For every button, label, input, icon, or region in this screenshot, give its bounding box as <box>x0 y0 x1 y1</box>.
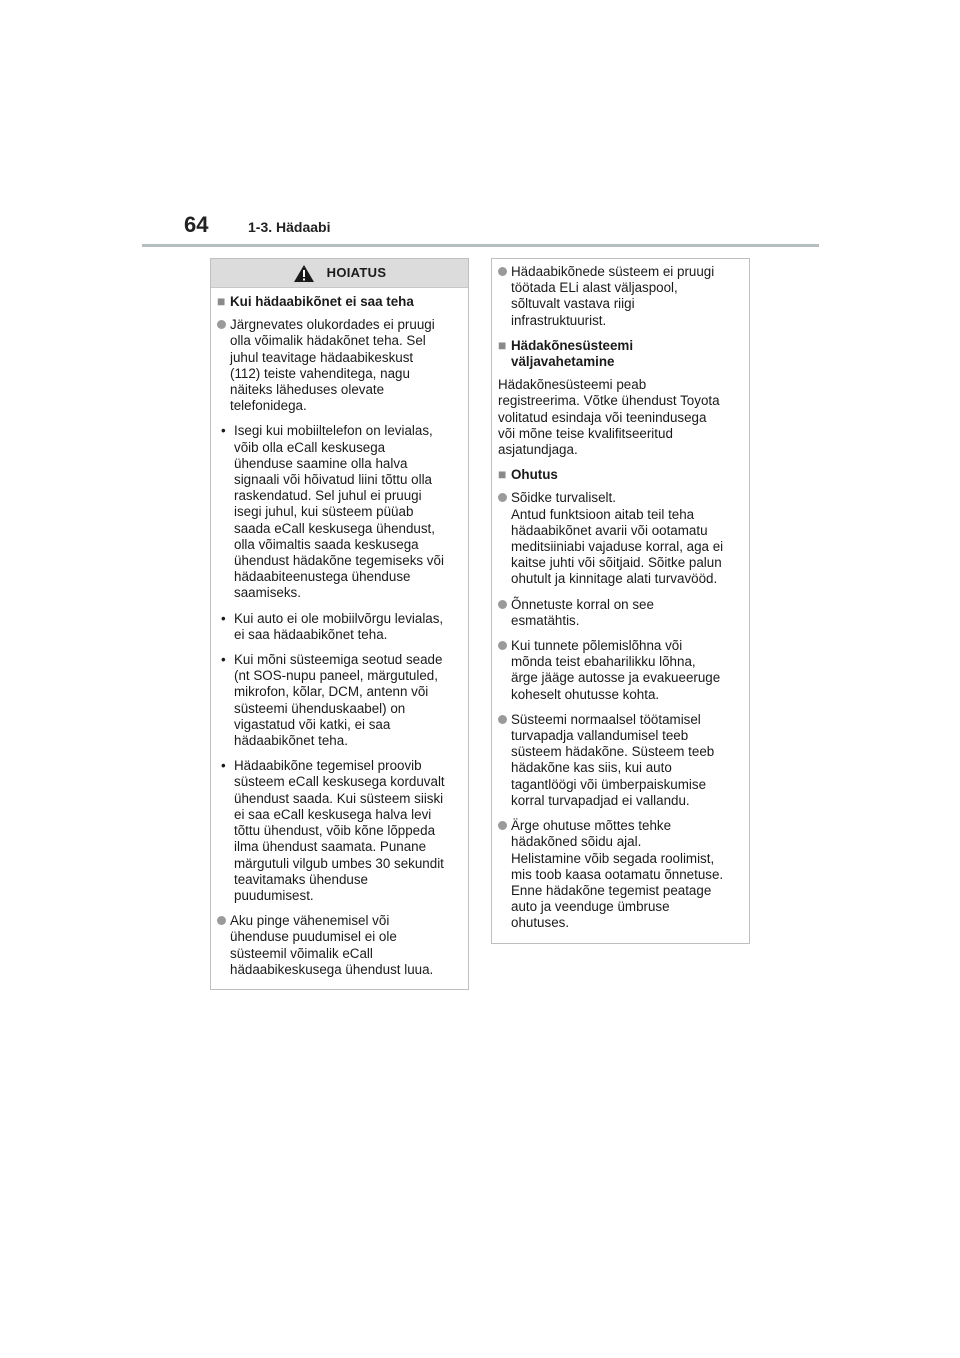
square-bullet-icon: ■ <box>498 336 507 353</box>
bullet-item <box>498 597 743 629</box>
subheading <box>217 294 462 310</box>
bullet-text: Järgnevates olukordades ei pruugi olla võimalik hädakõnet teha. Sel juhul teavitage hädaabikeskust (112) teiste vahenditega, nagu näiteks läheduses olevate telefonidega. <box>230 317 435 414</box>
circle-bullet-icon <box>217 916 226 925</box>
sub-bullet-text: Kui auto ei ole mobiilvõrgu levialas, ei saa hädaabikõnet teha. <box>234 610 444 642</box>
bullet-item <box>498 712 743 809</box>
bullet-item <box>498 818 743 931</box>
subheading <box>498 467 743 483</box>
bullet-text: Süsteemi normaalsel töötamisel turvapadja vallandumisel teeb süsteem hädakõne. Süsteem teeb hädakõne kas siis, kui auto tagantlöögi või ümberpaiskumise korral turvapadjad ei vallandu. <box>511 711 715 808</box>
bullet-text: Kui tunnete põlemislõhna või mõnda teist ebaharilikku lõhna, ärge jääge autosse ja evakueeruge koheselt ohutusse kohta. <box>511 638 721 702</box>
subheading <box>498 338 743 370</box>
small-bullet-icon: • <box>221 758 226 774</box>
circle-bullet-icon <box>498 600 507 609</box>
sub-bullet-text: Kui mõni süsteemiga seotud seade (nt SOS-nupu paneel, märgutuled, mikrofon, kõlar, DCM, antenn või süsteemi ühenduskaabel) on vigastatud või katki, ei saa hädaabikõnet teha. <box>234 652 443 749</box>
info-box <box>491 258 750 944</box>
warning-title: HOIATUS <box>326 264 387 280</box>
sub-bullet-item <box>221 611 462 643</box>
circle-bullet-icon <box>498 493 507 502</box>
small-bullet-icon: • <box>221 652 226 668</box>
square-bullet-icon: ■ <box>217 293 226 309</box>
bullet-text: Sõidke turvaliselt. Antud funktsioon aitab teil teha hädaabikõnet avarii või ootamatu meditsiiniabi vajaduse korral, aga ei kaitse juhti või sõitjaid. Sõitke palun ohutult ja kinnitage alati turvavööd. <box>511 490 724 587</box>
page-number: 64 <box>184 212 209 237</box>
paragraph: Hädakõnesüsteemi peab registreerima. Võtke ühendust Toyota volitatud esindaja või teenindusega või mõne teise kvalifitseeritud asjatundjaga. <box>498 377 720 458</box>
warning-header <box>211 259 468 288</box>
bullet-text: Ärge ohutuse mõttes tehke hädakõned sõidu ajal. Helistamine võib segada roolimist, mis toob kaasa ootamatu õnnetuse. Enne hädakõne tegemist peatage auto ja veenduge ümbruse ohutuses. <box>511 818 724 931</box>
bullet-item <box>498 490 743 587</box>
circle-bullet-icon <box>498 641 507 650</box>
circle-bullet-icon <box>217 320 226 329</box>
subheading-text: Hädakõnesüsteemi väljavahetamine <box>511 337 634 370</box>
warning-triangle-icon <box>293 264 315 283</box>
bullet-item <box>498 638 743 703</box>
bullet-text: Õnnetuste korral on see esmatähtis. <box>511 596 654 628</box>
circle-bullet-icon <box>498 715 507 724</box>
small-bullet-icon: • <box>221 423 226 439</box>
warning-body <box>211 288 468 978</box>
sub-bullet-text: Isegi kui mobiiltelefon on levialas, võib olla eCall keskusega ühenduse saamine olla halva signaali või hõivatud liini tõttu olla raskendatud. Sel juhul ei pruugi isegi juhul, kui süsteem püüab saada eCall keskusega ühendust, olla võimaltis saada keskusega ühendust hädakõne tegemiseks või hädaabiteenustega ühenduse saamiseks. <box>234 423 444 601</box>
bullet-item <box>498 264 743 329</box>
warning-box <box>210 258 469 990</box>
bullet-text: Aku pinge vähenemisel või ühenduse puudumisel ei ole süsteemil võimalik eCall hädaabikeskusega ühendust luua. <box>230 913 434 977</box>
sub-bullet-item <box>221 758 462 904</box>
header-rule <box>142 244 819 247</box>
circle-bullet-icon <box>498 267 507 276</box>
section-title: 1-3. Hädaabi <box>248 219 331 235</box>
bullet-item <box>217 913 462 978</box>
sub-bullet-item <box>221 423 462 601</box>
circle-bullet-icon <box>498 821 507 830</box>
bullet-item <box>217 317 462 414</box>
square-bullet-icon: ■ <box>498 466 507 483</box>
small-bullet-icon: • <box>221 610 226 626</box>
sub-bullet-item <box>221 652 462 749</box>
sub-bullet-text: Hädaabikõne tegemisel proovib süsteem eCall keskusega korduvalt ühendust saada. Kui süsteem siiski ei saa eCall keskusega halva levi tõttu ühendust, võib kõne lõppeda ilma ühendust saamata. Punane märgutuli vilgub umbes 30 sekundit teavitamaks ühenduse puudumisest. <box>234 758 445 903</box>
bullet-text: Hädaabikõnede süsteem ei pruugi töötada ELi alast väljaspool, sõltuvalt vastava riigi infrastruktuurist. <box>511 264 715 328</box>
subheading-text: Kui hädaabikõnet ei saa teha <box>230 294 414 309</box>
subheading-text: Ohutus <box>511 467 558 483</box>
